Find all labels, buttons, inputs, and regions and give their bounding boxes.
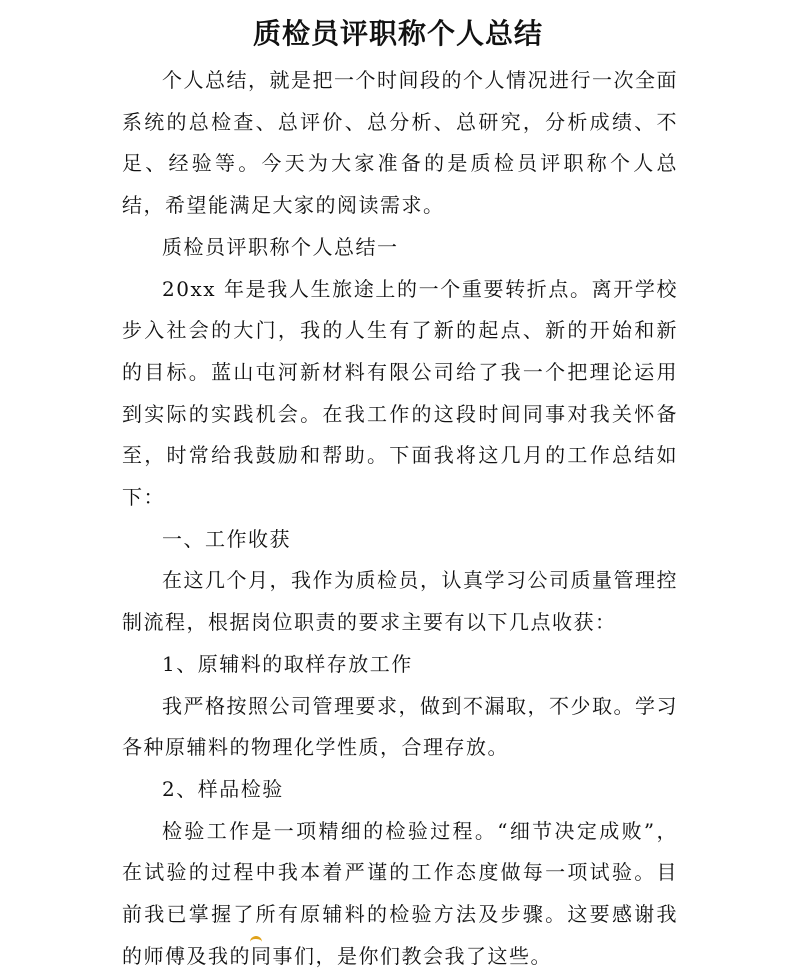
document-title: 质检员评职称个人总结 [252, 17, 543, 50]
paragraph-sample-inspection: 检验工作是一项精细的检验过程。“细节决定成败”，在试验的过程中我本着严谨的工作态度做每一项试验。目前我已掌握了所有原辅料的检验方法及步骤。这要感谢我的师傅及我的同事们，是你们教会我了这些。 [122, 818, 678, 968]
paragraph-heading-part-one: 质检员评职称个人总结一 [162, 234, 399, 259]
subheading-sampling-storage: 1、原辅料的取样存放工作 [162, 651, 413, 676]
paragraph-sampling-storage: 我严格按照公司管理要求，做到不漏取，不少取。学习各种原辅料的物理化学性质，合理存放。 [122, 693, 678, 760]
paragraph-turning-point: 20xx 年是我人生旅途上的一个重要转折点。离开学校步入社会的大门，我的人生有了新的起点、新的开始和新的目标。蓝山屯河新材料有限公司给了我一个把理论运用到实际的实践机会。在我工作的这段时间同事对我关怀备至，时常给我鼓励和帮助。下面我将这几月的工作总结如下： [122, 276, 678, 510]
section-heading-work-gains: 一、工作收获 [162, 526, 291, 551]
document-body [122, 60, 678, 977]
paragraph-intro: 个人总结，就是把一个时间段的个人情况进行一次全面系统的总检查、总评价、总分析、总研究，分析成绩、不足、经验等。今天为大家准备的是质检员评职称个人总结，希望能满足大家的阅读需求。 [122, 68, 678, 218]
paragraph-gains-summary: 在这几个月，我作为质检员，认真学习公司质量管理控制流程，根据岗位职责的要求主要有以下几点收获： [122, 568, 678, 635]
subheading-sample-inspection: 2、样品检验 [162, 776, 284, 801]
decorative-mark-icon [250, 936, 262, 947]
